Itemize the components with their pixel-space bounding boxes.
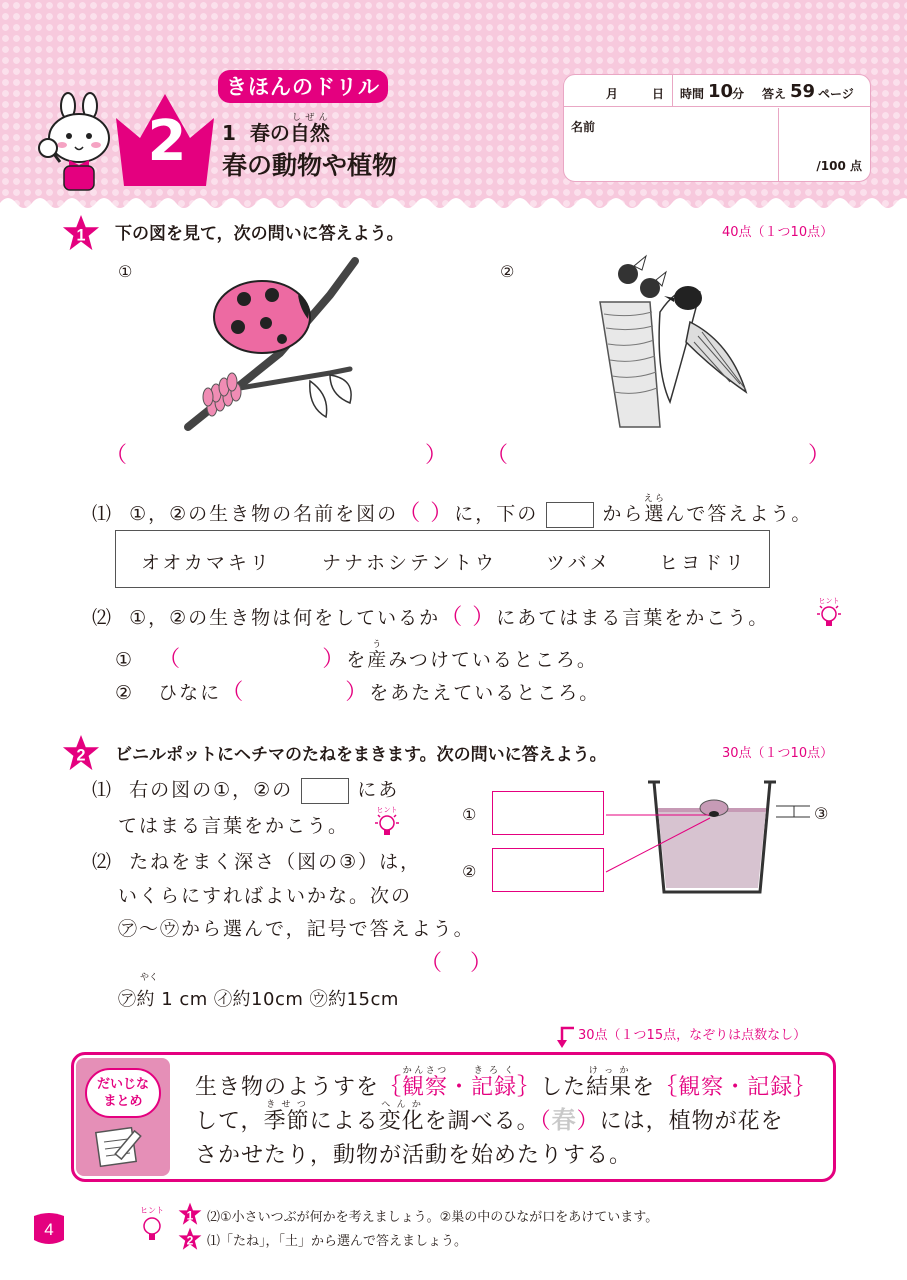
inline-paren-close: ） [345,680,370,705]
hint-1-text: ⑵①小さいつぶが何かを考えましょう。②巣の中のひなが口をあけています。 [207,1210,659,1225]
q1-sub2-item2-text-b: をあたえているところ。 [369,682,601,704]
q1-sub1-text-d: んで答えよう。 [665,503,813,525]
footer-hint-label: ヒント [140,1206,164,1215]
unit-title [222,113,330,146]
lesson-number: 2 [147,109,187,174]
figure-2-paren-close: ） [808,443,831,468]
summary-option-record[interactable]: 記録 [747,1075,794,1100]
inline-blank-box [301,778,349,804]
summary-option-record[interactable]: 記録 [471,1075,518,1100]
swallow-illustration [590,252,750,432]
q1-sub2-line [92,600,769,631]
q1-sub2-item1-text-a: を [346,649,368,671]
figure-2-label: ② [500,262,515,281]
seed-pot-diagram [604,776,814,900]
question-2-points: 30点（１つ10点） [722,746,834,761]
summary-line2-a: して， [195,1109,264,1134]
diagram-answer-box-2[interactable] [492,848,604,892]
q1-sub2-text-a: ①，②の生き物は何をしているか [129,607,441,629]
inline-paren-open: （ [158,647,183,672]
hint-bulb-icon [134,1204,170,1244]
time-label: 時間 [680,87,705,101]
q1-sub2-item1-text-b: みつけているところ。 [388,649,598,671]
summary-line1-b: した [540,1075,587,1100]
name-field[interactable] [564,108,779,182]
q2-sub2-line1 [92,847,421,874]
score-label: /100 点 [816,159,862,173]
brace-open: ｛ [655,1075,679,1100]
summary-points: 30点（１つ15点，なぞりは点数なし） [578,1028,807,1043]
answer-label: 答え [762,87,787,101]
hint-bulb-icon [370,803,404,839]
inline-paren-open: （ [440,605,465,630]
q1-sub1-kanji-ruby: えら [643,494,666,504]
choice-item: ツバメ [546,552,612,574]
answer-page: 59 [790,81,816,102]
time-value: 10 [708,81,734,102]
diagram-label-1: ① [462,805,477,824]
hint-2-number: 2 [186,1233,194,1248]
q1-sub1-text-c: から [602,503,645,525]
summary-option-observe-ruby: かんさつ [402,1066,449,1076]
options-ruby: やく [140,973,159,983]
q2-sub2-line3: ㋐～㋒から選んで，記号で答えよう。 [118,918,475,940]
summary-badge [76,1058,170,1176]
unit-title-ruby: しぜん [289,113,330,123]
summary-option-observe[interactable]: 観察 [678,1075,725,1100]
diagram-answer-box-1[interactable] [492,791,604,835]
unit-number: 1 [222,121,236,145]
separator: ・ [724,1075,748,1100]
q1-sub1-kanji: 選 [643,503,666,525]
q2-sub1-line1 [92,775,399,804]
q1-sub1-line [92,494,812,528]
q1-sub2-item2-label: ② [115,682,135,704]
question-2-text: ビニルポットにヘチマのたねをまきます。次の問いに答えよう。 [115,745,607,765]
month-label: 月 [606,87,619,101]
brand-title: きほんのドリル [218,70,388,103]
answer-unit: ページ [818,87,854,101]
question-1-number: 1 [76,226,86,245]
brace-open: ｛ [379,1075,403,1100]
header-wave-edge [0,195,907,215]
q2-sub2-line1-text: たねをまく深さ（図の③）は， [129,851,422,873]
q2-sub1-line2: てはまる言葉をかこう。 [118,815,350,837]
summary-line1-c: を [632,1075,656,1100]
unit-title-part1: 春の [249,121,290,145]
hint-2-text: ⑴「たね」，「土」から選んで答えましょう。 [207,1234,468,1249]
paren-open: （ [539,1109,552,1134]
figure-2-answer-field[interactable] [512,438,802,468]
inline-paren-open: （ [398,501,423,526]
q2-sub2-label: ⑵ [92,851,114,873]
summary-line2-d: には，植物が花を [599,1109,784,1134]
brace-close: ｝ [517,1075,541,1100]
inline-paren-close: ） [322,647,347,672]
q2-sub2-line2: いくらにすればよいかな。次の [118,885,413,907]
summary-line-1 [195,1066,816,1101]
choice-item: ナナホシテントウ [322,552,498,574]
badge-bubble [85,1068,161,1118]
arrow-down-icon [556,1024,576,1050]
summary-line1-kanji: 結果 [586,1075,633,1100]
q2-sub1-line1-a: 右の図の①，②の [129,779,294,801]
badge-line1: だいじな [96,1077,149,1092]
hint-bulb-label: ヒント [818,597,840,605]
hint-2-star-icon [178,1227,202,1251]
q1-sub2-item1-label: ① [115,649,135,671]
day-label: 日 [652,87,665,101]
hint-1-number: 1 [186,1208,194,1223]
score-field[interactable] [780,108,870,182]
name-label: 名前 [571,120,596,134]
diagram-label-2: ② [462,862,477,881]
summary-option-observe[interactable]: 観察 [402,1075,449,1100]
q1-sub1-label: ⑴ [92,503,114,525]
q2-answer-paren-close: ） [470,951,493,976]
inline-paren-open: （ [221,680,246,705]
info-box [563,74,871,182]
q1-sub2-item1-kanji-ruby: う [367,640,389,650]
summary-line2-kanji2-ruby: へんか [378,1100,425,1110]
brace-close: ｝ [793,1075,817,1100]
q1-sub2-item2 [115,675,600,706]
q2-sub1-line1-b: にあ [357,779,400,801]
figure-1-answer-field[interactable] [130,438,420,468]
paren-close: ） [576,1109,600,1134]
q2-options: ㋐約 1 cm ㋑約10cm ㋒約15cm [118,989,399,1010]
q1-sub2-item1 [115,640,598,673]
summary-line2-c: を調べる。 [424,1109,540,1134]
notepad-pen-icon [94,1122,150,1168]
separator: ・ [448,1075,472,1100]
figure-2-paren-open: （ [486,443,509,468]
inline-blank-box [546,502,594,528]
summary-line2-b: による [309,1109,379,1134]
info-divider [672,75,673,106]
q1-sub2-label: ⑵ [92,607,114,629]
choices-box [115,530,770,588]
q1-sub2-item2-text-a: ひなに [158,682,222,704]
figure-1-paren-close: ） [425,443,448,468]
figure-1-label: ① [118,262,133,281]
question-1-text: 下の図を見て，次の問いに答えよう。 [115,224,404,244]
summary-line2-kanji2: 変化 [378,1109,425,1134]
inline-paren-close: ） [472,605,497,630]
summary-trace-word[interactable]: 春 [551,1105,577,1134]
unit-title-kanji: 自然 [289,121,330,145]
info-top-row [564,75,870,107]
hint-1-star-icon [178,1202,202,1226]
question-1-points: 40点（１つ10点） [722,225,834,240]
badge-line2: まとめ [103,1094,143,1109]
hint-bulb-icon [812,594,846,630]
page-number: 4 [44,1220,54,1239]
page-number-badge [30,1210,68,1248]
q1-sub1-text-b: に，下の [454,503,539,525]
inline-paren-close: ） [430,501,455,526]
question-2-number: 2 [76,746,86,765]
diagram-label-3: ③ [814,804,829,823]
q2-sub1-label: ⑴ [92,779,114,801]
time-unit: 分 [732,87,745,101]
hint-bulb-label: ヒント [376,806,398,814]
summary-line-3: さかせたり，動物が活動を始めたりする。 [195,1143,633,1168]
choice-item: ヒヨドリ [659,552,748,574]
summary-option-record-ruby: きろく [471,1066,518,1076]
figure-1-paren-open: （ [105,443,128,468]
lesson-title: 春の動物や植物 [222,151,398,180]
choice-item: オオカマキリ [141,552,272,574]
summary-line2-kanji1-ruby: きせつ [263,1100,310,1110]
summary-line-2 [195,1100,784,1135]
q2-answer-paren-open: （ [420,951,443,976]
summary-line1-kanji-ruby: けっか [586,1066,633,1076]
q2-sub2-answer-field[interactable] [440,946,464,976]
ladybug-illustration [180,255,370,435]
question-2-star-icon [62,734,100,772]
q1-sub2-text-b: にあてはまる言葉をかこう。 [496,607,770,629]
summary-line2-kanji1: 季節 [263,1109,310,1134]
summary-line1-a: 生き物のようすを [195,1075,380,1100]
q1-sub2-item1-kanji: 産 [367,649,389,671]
question-1-star-icon [62,214,100,252]
q1-sub1-text-a: ①，②の生き物の名前を図の [129,503,399,525]
